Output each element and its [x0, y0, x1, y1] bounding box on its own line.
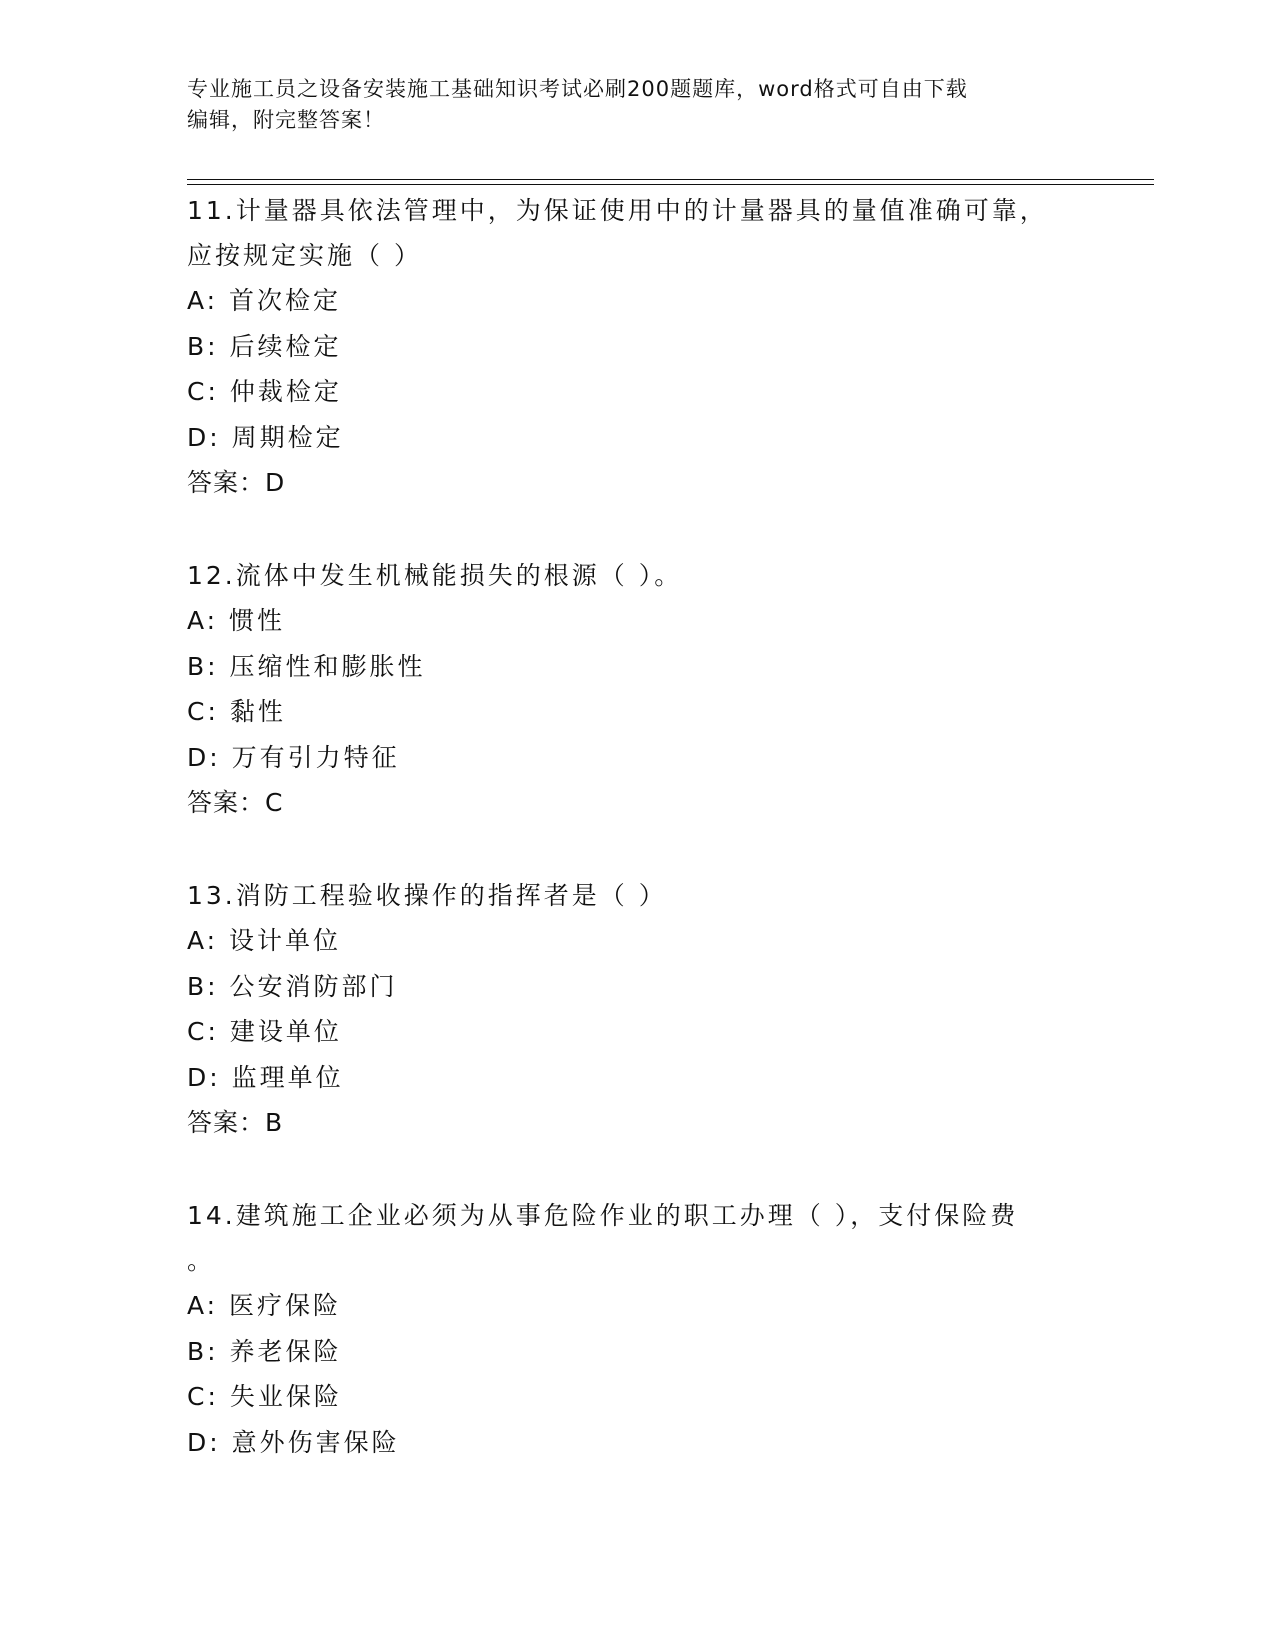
option-b: B: 后续检定: [187, 331, 342, 361]
header-divider-bottom: [187, 184, 1154, 185]
question-stem-line-1: 12.流体中发生机械能损失的根源（ ）。: [187, 561, 683, 590]
option-b: B: 养老保险: [187, 1336, 342, 1366]
question-stem-line-1: 13.消防工程验收操作的指挥者是（ ）: [187, 881, 667, 910]
question-13: [187, 873, 1087, 1146]
question-stem-line-1: 14.建筑施工企业必须为从事危险作业的职工办理（ ），支付保险费: [187, 1201, 1019, 1230]
option-c: C: 仲裁检定: [187, 377, 342, 406]
question-14: [187, 1193, 1087, 1465]
option-d: D: 万有引力特征: [187, 742, 400, 772]
header-line-2: 编辑，附完整答案！: [187, 108, 385, 132]
question-stem-line-1: 11.计量器具依法管理中，为保证使用中的计量器具的量值准确可靠，: [187, 196, 1048, 225]
option-a: A: 医疗保险: [187, 1291, 342, 1320]
option-b: B: 公安消防部门: [187, 971, 398, 1001]
question-stem-line-2: 应按规定实施（ ）: [187, 241, 422, 270]
option-a: A: 惯性: [187, 606, 286, 635]
answer: 答案：C: [187, 788, 284, 817]
answer: 答案：B: [187, 1108, 284, 1137]
document-header: [187, 74, 1067, 136]
option-b: B: 压缩性和膨胀性: [187, 651, 426, 681]
question-12: [187, 553, 1087, 826]
option-d: D: 意外伤害保险: [187, 1427, 400, 1457]
option-c: C: 黏性: [187, 697, 286, 726]
answer: 答案：D: [187, 468, 286, 497]
header-divider-top: [187, 179, 1154, 180]
question-11: [187, 188, 1087, 506]
question-stem-line-2: 。: [187, 1246, 216, 1275]
option-d: D: 监理单位: [187, 1062, 344, 1092]
option-c: C: 失业保险: [187, 1382, 342, 1411]
option-c: C: 建设单位: [187, 1017, 342, 1046]
option-a: A: 设计单位: [187, 926, 342, 955]
header-line-1: 专业施工员之设备安装施工基础知识考试必刷200题题库，word格式可自由下载: [187, 77, 968, 101]
option-d: D: 周期检定: [187, 422, 344, 452]
option-a: A: 首次检定: [187, 286, 342, 315]
